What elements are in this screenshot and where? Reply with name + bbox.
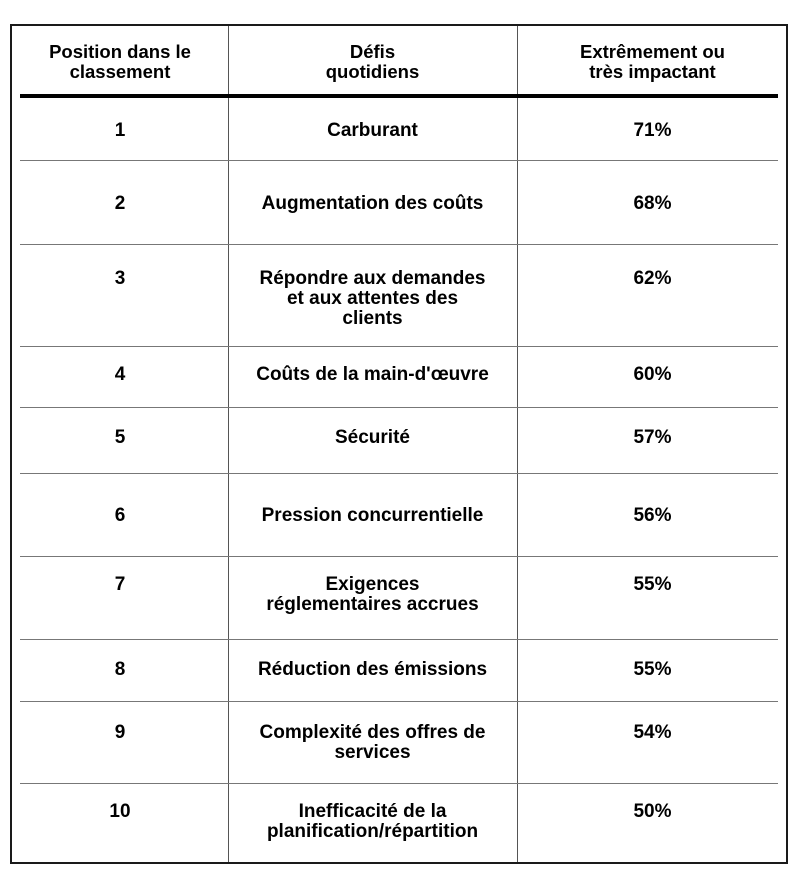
table-row: [12, 98, 786, 161]
impact-cell: 55%: [633, 659, 672, 680]
rank-cell: 1: [114, 120, 126, 141]
rank-cell: 6: [114, 505, 126, 526]
rank-cell: 8: [114, 659, 126, 680]
header-rank: Position dans le classement: [49, 41, 191, 82]
impact-cell: 54%: [633, 722, 672, 743]
rank-cell: 7: [114, 574, 126, 595]
table-row: [12, 640, 786, 702]
challenge-cell: Complexité des offres de services: [259, 722, 486, 763]
rank-cell: 4: [114, 364, 126, 385]
table-row: [12, 347, 786, 408]
table-row: [12, 557, 786, 640]
table-row: [12, 784, 786, 862]
table-row: [12, 702, 786, 784]
challenge-cell: Inefficacité de la planification/répartition: [266, 801, 479, 842]
impact-cell: 71%: [633, 120, 672, 141]
header-challenge: Défis quotidiens: [325, 41, 420, 82]
rank-cell: 3: [114, 268, 126, 289]
challenge-cell: Augmentation des coûts: [261, 193, 484, 214]
impact-cell: 57%: [633, 427, 672, 448]
challenges-table: [10, 24, 788, 864]
challenge-cell: Coûts de la main-d'œuvre: [256, 364, 489, 385]
impact-cell: 68%: [633, 193, 672, 214]
impact-cell: 56%: [633, 505, 672, 526]
impact-cell: 62%: [633, 268, 672, 289]
rank-cell: 5: [114, 427, 126, 448]
header-impact: Extrêmement ou très impactant: [580, 41, 725, 82]
table-row: [12, 161, 786, 245]
challenge-cell: Sécurité: [335, 427, 410, 448]
impact-cell: 50%: [633, 801, 672, 822]
table-row: [12, 408, 786, 474]
rank-cell: 2: [114, 193, 126, 214]
rank-cell: 10: [109, 801, 131, 822]
impact-cell: 60%: [633, 364, 672, 385]
table-row: [12, 474, 786, 557]
challenge-cell: Exigences réglementaires accrues: [266, 574, 479, 615]
table-header: [12, 26, 786, 96]
challenge-cell: Réduction des émissions: [257, 659, 488, 680]
table-row: [12, 245, 786, 347]
challenge-cell: Répondre aux demandes et aux attentes des clients: [259, 268, 486, 329]
rank-cell: 9: [114, 722, 126, 743]
challenge-cell: Pression concurrentielle: [261, 505, 484, 526]
impact-cell: 55%: [633, 574, 672, 595]
challenge-cell: Carburant: [327, 120, 418, 141]
